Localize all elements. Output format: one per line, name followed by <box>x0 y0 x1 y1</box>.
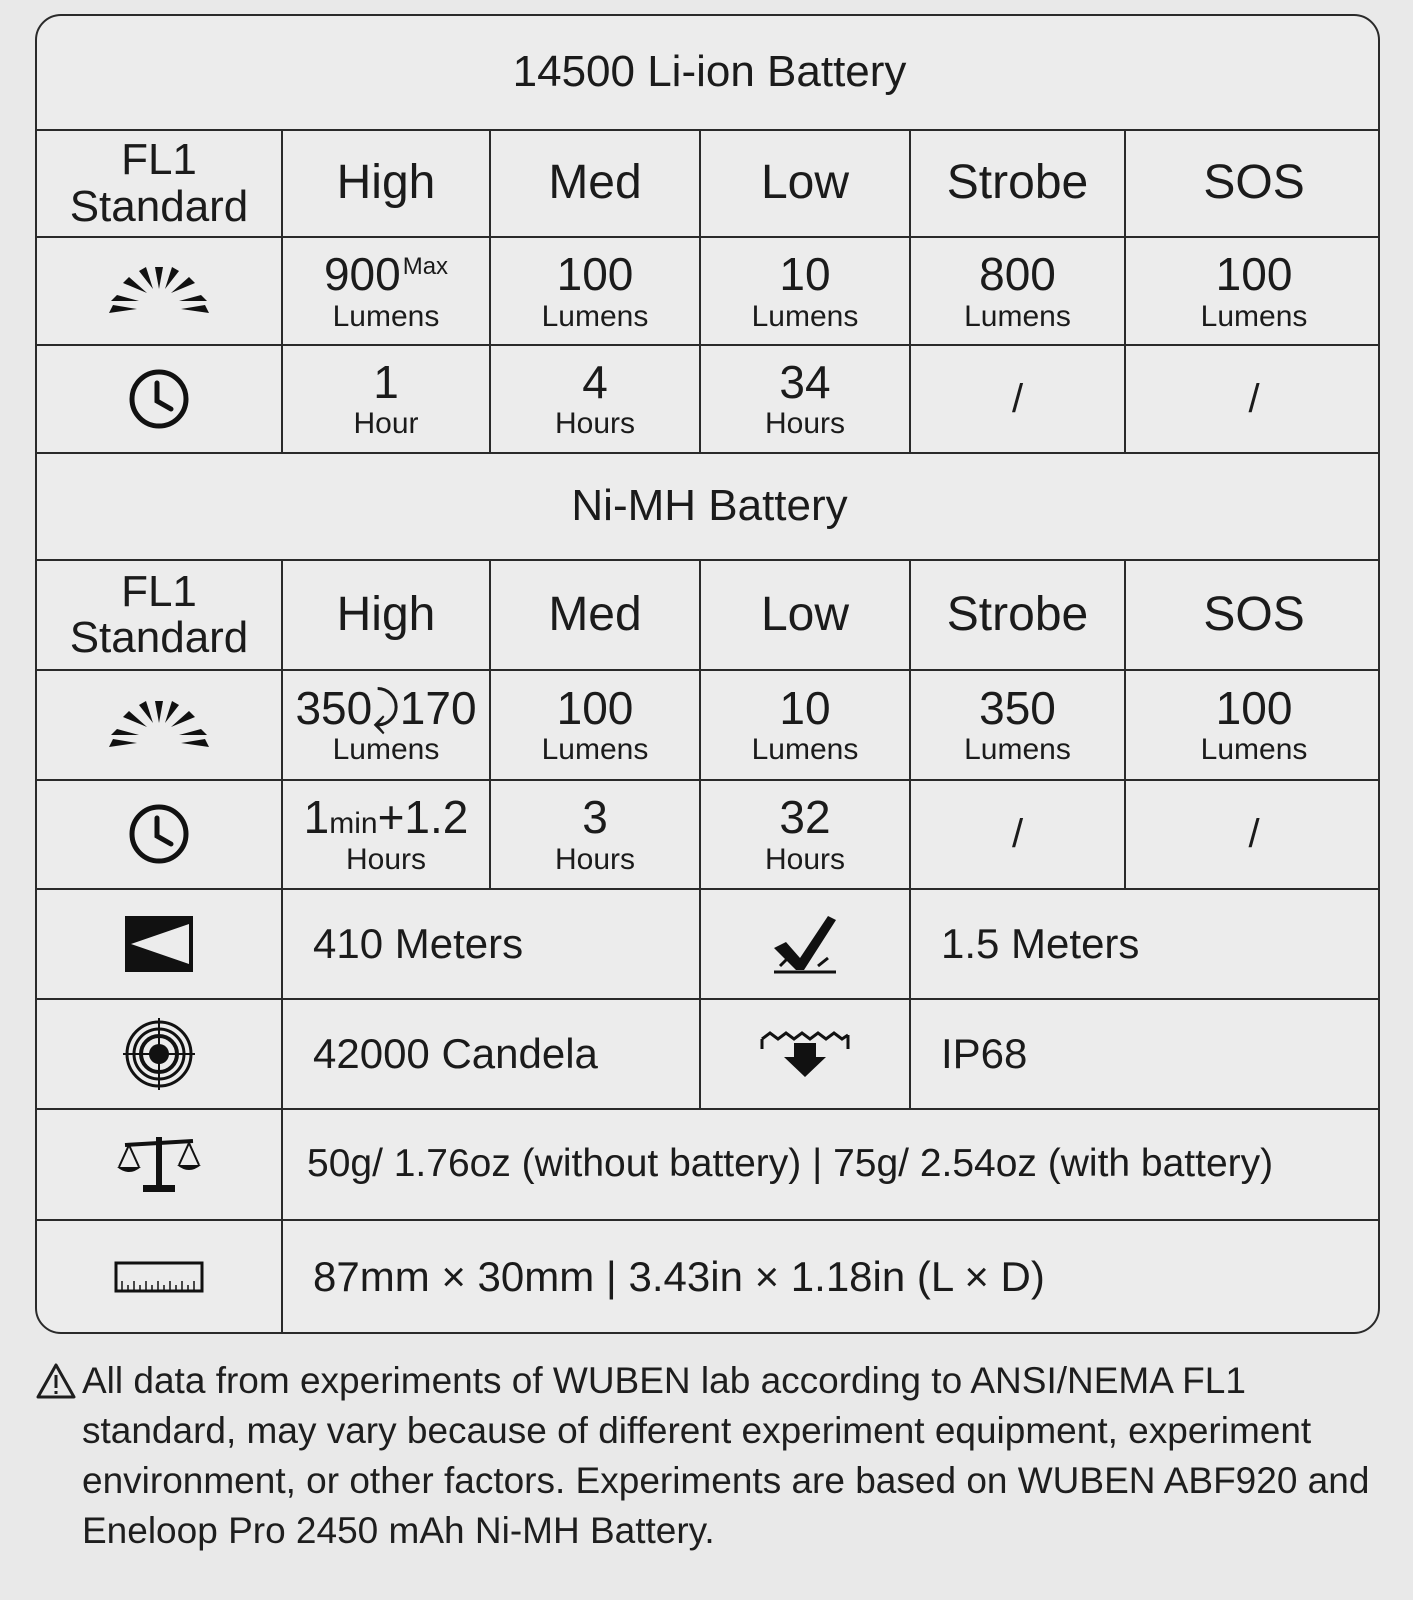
beam-distance-value: 410 Meters <box>282 889 700 999</box>
nimh-output-sos: 100 Lumens <box>1125 670 1380 780</box>
mode-strobe: Strobe <box>910 560 1125 670</box>
spec-card <box>35 14 1380 1334</box>
fl1-standard-label: FL1 Standard <box>37 130 282 238</box>
waterproof-icon <box>700 999 910 1109</box>
liion-runtime-sos: / <box>1125 345 1380 453</box>
clock-icon <box>37 780 282 890</box>
beam-distance-icon <box>37 889 282 999</box>
liion-runtime-strobe: / <box>910 345 1125 453</box>
liion-output-med: 100 Lumens <box>490 237 700 345</box>
liion-output-sos: 100 Lumens <box>1125 237 1380 345</box>
mode-low: Low <box>700 130 910 238</box>
fl1-standard-label: FL1 Standard <box>37 560 282 670</box>
impact-resistance-value: 1.5 Meters <box>910 889 1380 999</box>
liion-runtime-low: 34 Hours <box>700 345 910 453</box>
mode-med: Med <box>490 130 700 238</box>
ruler-icon <box>37 1220 282 1332</box>
liion-title: 14500 Li-ion Battery <box>37 16 1380 130</box>
nimh-runtime-low: 32 Hours <box>700 780 910 890</box>
mode-sos: SOS <box>1125 560 1380 670</box>
liion-output-strobe: 800 Lumens <box>910 237 1125 345</box>
nimh-title: Ni-MH Battery <box>37 453 1380 561</box>
impact-resistance-icon <box>700 889 910 999</box>
nimh-runtime-strobe: / <box>910 780 1125 890</box>
mode-low: Low <box>700 560 910 670</box>
brightness-icon <box>37 237 282 345</box>
nimh-runtime-med: 3 Hours <box>490 780 700 890</box>
waterproof-value: IP68 <box>910 999 1380 1109</box>
spec-table <box>37 16 1380 1332</box>
size-value: 87mm × 30mm | 3.43in × 1.18in (L × D) <box>282 1220 1380 1332</box>
nimh-runtime-high: 1min+1.2 Hours <box>282 780 490 890</box>
nimh-output-strobe: 350 Lumens <box>910 670 1125 780</box>
mode-high: High <box>282 560 490 670</box>
brightness-icon <box>37 670 282 780</box>
mode-med: Med <box>490 560 700 670</box>
liion-output-low: 10 Lumens <box>700 237 910 345</box>
mode-sos: SOS <box>1125 130 1380 238</box>
mode-strobe: Strobe <box>910 130 1125 238</box>
nimh-output-high: 350⤸170 Lumens <box>282 670 490 780</box>
nimh-output-low: 10 Lumens <box>700 670 910 780</box>
footnote-text: All data from experiments of WUBEN lab according to ANSI/NEMA FL1 standard, may vary because of different experiment equipment, experiment environment, or other factors. Experiments are based on WUBEN ABF920 and Eneloop Pro 2450 mAh Ni-MH Battery. <box>82 1360 1370 1551</box>
footnote <box>36 1356 1376 1556</box>
warning-icon <box>36 1362 76 1412</box>
nimh-runtime-sos: / <box>1125 780 1380 890</box>
liion-runtime-high: 1 Hour <box>282 345 490 453</box>
intensity-value: 42000 Candela <box>282 999 700 1109</box>
weight-value: 50g/ 1.76oz (without battery) | 75g/ 2.54oz (with battery) <box>282 1109 1380 1221</box>
target-icon <box>37 999 282 1109</box>
scale-icon <box>37 1109 282 1221</box>
mode-high: High <box>282 130 490 238</box>
clock-icon <box>37 345 282 453</box>
liion-runtime-med: 4 Hours <box>490 345 700 453</box>
nimh-output-med: 100 Lumens <box>490 670 700 780</box>
liion-output-high: $900^{Max}$ Lumens <box>282 237 490 345</box>
